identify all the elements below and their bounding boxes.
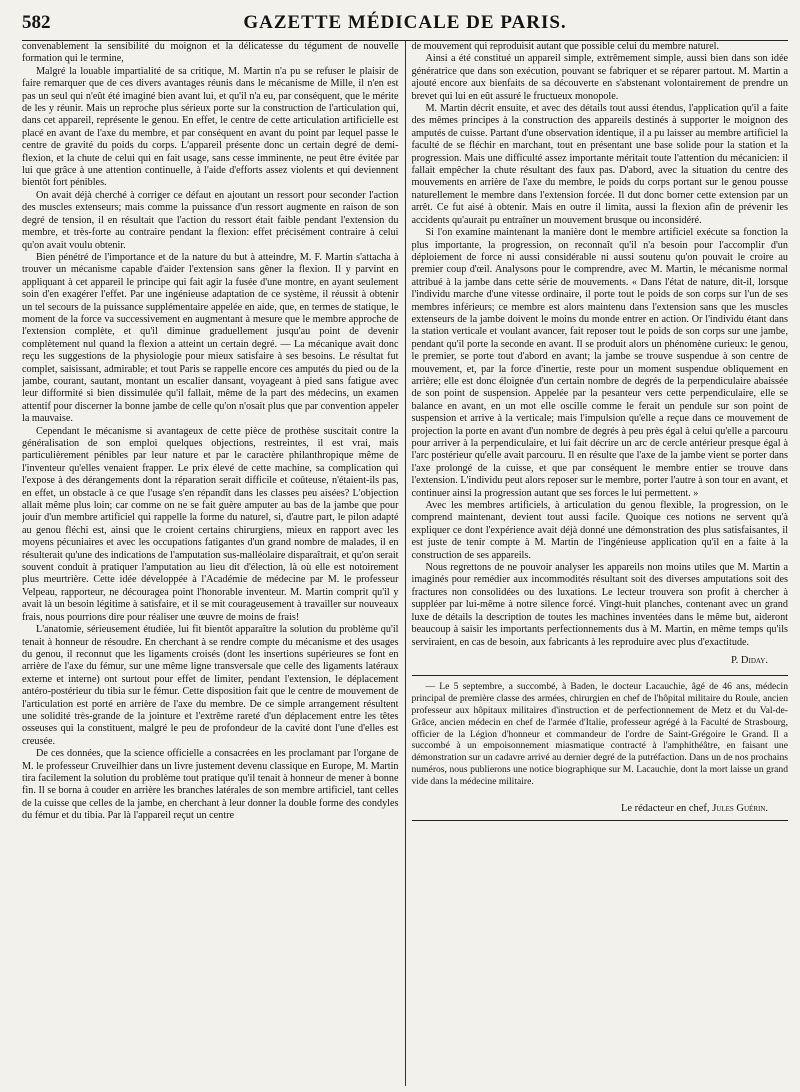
page-header xyxy=(22,10,788,41)
paragraph: Bien pénétré de l'importance et de la nature du but à atteindre, M. F. Martin s'attacha à trouver un mécanisme capable d'aider l'extension sans gêner la flexion. Il y parvint en appliquant à cet appareil le principe qui fait agir la fusée d'une montre, en ayant seulement soin d'en exagérer l'effet. Par une ingénieuse adaptation de ce système, il réussit à obtenir un tel secours de la puissance supplémentaire appelée en aide, que, en termes de statique, le moment de la force va successivement en augmentant à mesure que le membre approche de l'extension complète, et qu'il diminue graduellement jusqu'au point de devenir complètement nul quand la flexion a atteint un certain degré. — La mécanique avait donc reçu les suggestions de la physiologie pour mieux satisfaire à ses besoins. Le résultat fut complet, saisissant, admirable; et tout Paris se rappelle encore ces amputés du pied ou de la jambe, courant, sautant, montant un escalier dansant, voyageant à pied sans fatigue avec leur difformité si bien dissimulée qu'il fallait, même de la part des médecins, un examen attentif pour discerner la bonne jambe de celle qu'on n'osait plus que par convention appeler la mauvaise. xyxy=(22,251,399,425)
paragraph: On avait déjà cherché à corriger ce défaut en ajoutant un ressort pour seconder l'action des muscles extenseurs; mais comme la puissance d'un ressort augmente en raison de son degré de tension, il en résultait que l'action du ressort était faible pendant l'extension du membre, et très-forte au contraire pendant la flexion: effet précisément contraire à celui qu'on avait voulu obtenir. xyxy=(22,189,399,251)
bottom-divider xyxy=(412,820,789,821)
author-name: P. Diday. xyxy=(731,654,768,666)
paragraph: L'anatomie, sérieusement étudiée, lui fit bientôt apparaître la solution du problème qu'il tenait à honneur de résoudre. En cherchant à se rendre compte du mécanisme et des usages du genou, il reconnut que les ligaments croisés (dont les insertions supérieures se font en arrière de l'axe du fémur, sur une même ligne transversale que celle des ligaments latéraux externe et interne) ont surtout pour effet de limiter, pendant l'extension, le déplacement antéro-postérieur du tibia sur le fémur. Cette disposition fait que le centre de mouvement de l'articulation est porté en arrière de l'axe du membre. De ce simple arrangement résultent une solidité très-grande de la jointure et l'extrême rareté d'un déplacement entre les têtes osseuses qui la constituent, malgré le peu de profondeur de la cavité dont l'une d'elles est creusée. xyxy=(22,624,399,747)
left-column xyxy=(22,41,405,1086)
paragraph: Avec les membres artificiels, à articulation du genou flexible, la progression, on le comprend maintenant, devient tout aussi facile. Quoique ces notions ne servent qu'à expliquer ce dont l'expérience avait déjà donné une démonstration des plus satisfaisantes, il est juste de tenir compte à M. Martin de l'ingénieuse application qu'il en a faite à la construction de ses appareils. xyxy=(411,500,788,561)
editor-label: Le rédacteur en chef, xyxy=(620,803,710,815)
paragraph: De ces données, que la science officielle a consacrées en les proclamant par l'organe de M. le professeur Cruveilhier dans un livre justement devenu classique en Europe, M. Martin tira facilement la solution du problème tout pratique qu'il tenait à honneur de mener à bonne fin. Il se borna à couder en arrière les branches latérales de son membre artificiel, tant celles de la cuisse que celles de la jambe, en cherchant à leur donner la double forme des condyles du fémur et du tibia. Par là l'appareil reçut un centre xyxy=(22,748,399,822)
page-number: 582 xyxy=(22,12,51,33)
author-signature xyxy=(412,655,769,667)
paragraph: M. Martin décrit ensuite, et avec des détails tout aussi étendus, l'application qu'il a faite des mêmes principes à la construction des appareils destinés à supporter le moignon des amputés de cuisse. Partant d'une observation identique, il a pu laisser au membre artificiel la faculté de se fléchir en marchant, tout en présentant une base solide pour la station et la progression. Mais une difficulté assez importante méritait toute l'attention du mécanicien: il fallait empêcher la chute résultant des faux pas. D'abord, avec la situation du centre des mouvements en arrière de l'axe du membre, le poids du corps portant sur le genou pousse naturellement le membre dans l'extension forcée. Il dut donc borner cette extension par un arrêt. Ce fut aisé à obtenir. Mais en outre il limita, aussi la flexion afin de prévenir les accidents qu'aurait pu entraîner un mouvement brusque ou inconsidéré. xyxy=(411,103,788,226)
paragraph: Cependant le mécanisme si avantageux de cette pièce de prothèse suscitait contre la généralisation de son emploi quelques objections, restreintes, il est vrai, mais particulièrement pénibles par leur nature et par le caractère philanthropique même de l'inventeur qu'elles venaient frapper. Le prix élevé de cette machine, sa complication qui l'expose à des dérangements dont la réparation serait difficile et coûteuse, n'étaient-ils pas, en effet, un obstacle à ce que l'usage s'en répandît dans les classes peu aisées? L'objection allait même plus loin; car comme on ne se fait guère amputer au bas de la jambe que pour jouir d'un membre artificiel qui rappelle la forme du naturel, si, d'autre part, le pilon adapté au genou fléchi est, ainsi que le croient certains chirurgiens, mieux en rapport avec les moyens pécuniaires et avec les occupations fatigantes d'un grand nombre de malades, il en résulterait qu'une des indications de l'amputation sus-malléolaire disparaîtrait, et qu'on serait souvent conduit à pratiquer l'amputation au lieu dit d'élection, là où elle est notoirement plus meurtrière. Cette idée développée à l'Académie de médecine par M. le professeur Velpeau, rapporteur, ne découragea point l'honorable inventeur. M. Martin comprit qu'il y avait là un besoin légitime à satisfaire, et il se mit courageusement à travailler sur nouveaux frais, nous pourrions dire pour réaliser une œuvre de moins de frais! xyxy=(22,425,399,623)
section-divider xyxy=(412,675,789,676)
obituary-text: — Le 5 septembre, a succombé, à Baden, le docteur Lacauchie, âgé de 46 ans, médecin principal de première classe des armées, chirurgien en chef de l'hôpital militaire du Roule, ancien professeur aux hôpitaux militaires d'instruction et de perfectionnement de Metz et du Val-de-Grâce, ancien médecin en chef de l'armée d'Italie, professeur agrégé à la Faculté de Strasbourg, officier de la Légion d'honneur et commandeur de l'ordre de Saint-Grégoire le Grand. Il a succombé à un empoisonnement miasmatique contracté à l'amphithéâtre, en faisant une démonstration sur un cadavre arrivé au dernier degré de la putréfaction. Dans un de nos prochains numéros, nous publierons une notice biographique sur M. Lacauchie, dont la mort laisse un grand vide dans la médecine militaire. xyxy=(411,681,788,787)
journal-title: GAZETTE MÉDICALE DE PARIS. xyxy=(243,12,567,33)
right-column-article xyxy=(412,41,789,649)
obituary-notice xyxy=(412,681,789,787)
paragraph: Nous regrettons de ne pouvoir analyser les appareils non moins utiles que M. Martin a imaginés pour remédier aux incommodités résultant soit des diverses amputations soit des fractures non consolidées ou des luxations. Le lecteur trouvera son profit à chercher à suppléer par lui-même à notre silence forcé. Vingt-huit planches, contenant avec un grand luxe de détails la description de toutes les machines inventées dans le même but, aideront beaucoup à saisir les importants perfectionnements dus à M. Martin, en même temps qu'ils serviraient, en cas de besoin, aux fabricants à les reproduire avec plus d'exactitude. xyxy=(411,562,788,648)
right-column xyxy=(405,41,789,1086)
paragraph: de mouvement qui reproduisit autant que possible celui du membre naturel. xyxy=(411,41,720,52)
paragraph: Si l'on examine maintenant la manière dont le membre artificiel exécute sa fonction la plus importante, la progression, on reconnaît qu'il n'a besoin pour l'accomplir d'un déploiement de force ni aussi considérable ni aussi soutenu qu'on pouvait le croire au premier coup d'œil. Analysons pour le comprendre, avec M. Martin, le mécanisme normal attribué à la jambe dans cette série de mouvements. « Dans l'état de nature, dit-il, lorsque l'individu marche d'une vitesse ordinaire, il porte tout le poids de son corps sur l'un de ses membres inférieurs; ce membre est alors maintenu dans l'extension sans que les muscles extenseurs de la jambe doivent le moins du monde entrer en action. Or l'individu étant dans la station verticale et voulant avancer, fait reposer tout le poids de son corps sur une jambe, pendant qu'il porte la seconde en avant. Il se produit alors un phénomène curieux: le genou, le premier, se porte tout d'abord en avant; la jambe se trouve suspendue à son centre de mouvement, et, par la force d'inertie, reste pour un moment suspendue obliquement en arrière; elle est donc éloignée d'un certain nombre de degrés de la perpendiculaire abaissée de son point de suspension. Appelée par la pesanteur vers cette perpendiculaire, elle se balance en avant, en un mot elle oscille comme le ferait un pendule sur son point de suspension et arrive à la verticale; mais l'impulsion qu'elle a reçue dans ce mouvement de projection la porte en avant d'un nombre de degrés à peu près égal à celui qu'elle a parcouru pour arriver à la perpendiculaire, et lui fait décrire un arc de cercle antérieur presque égal à l'arc postérieur qu'elle avait parcouru. Il en résulte que l'axe de la jambe vient se porter dans l'axe prolongé de la cuisse, et que par conséquent le membre entier se trouve dans l'extension. L'individu peut alors reposer sur le membre, porter l'autre à son tour en avant, et continuer ainsi la progression autant que ses forces le lui permettent. » xyxy=(411,227,788,499)
paragraph: convenablement la sensibilité du moignon et la délicatesse du tégument de nouvelle formation qui le termine, xyxy=(22,41,399,65)
editor-line xyxy=(412,803,769,815)
paragraph: Ainsi a été constitué un appareil simple, extrêmement simple, aussi bien dans son idée génératrice que dans son exécution, pouvant se fabriquer et se réparer partout. M. Martin a ajouté encore aux bienfaits de sa découverte en s'abstenant volontairement de prendre un brevet qui lui en eût assuré le fructueux monopole. xyxy=(411,53,788,102)
editor-name: Jules Guérin. xyxy=(712,803,768,815)
paragraph: Malgré la louable impartialité de sa critique, M. Martin n'a pu se refuser le plaisir de faire remarquer que de ces divers avantages réunis dans le mécanisme de Mille, il n'en est pas un seul qui n'eût été imaginé bien avant lui, et qu'il n'a eu, par conséquent, que le mérite de les y réunir. Mais un reproche plus sérieux porte sur la construction de l'articulation qui, dans cet appareil, représente le genou. En effet, le centre de cette articulation artificielle est placé en avant de l'axe du membre, et par conséquent en avant du point par lequel passe le centre de gravité du poids du corps. L'appareil présente donc un certain degré de demi-flexion, et la chute de celui qui en fait usage, sans cesse imminente, ne peut être évitée par lui que grâce à une attention continuelle, à l'aide d'efforts assez violents et qui deviennent bientôt fort pénibles. xyxy=(22,65,399,189)
article-columns xyxy=(22,41,788,1086)
